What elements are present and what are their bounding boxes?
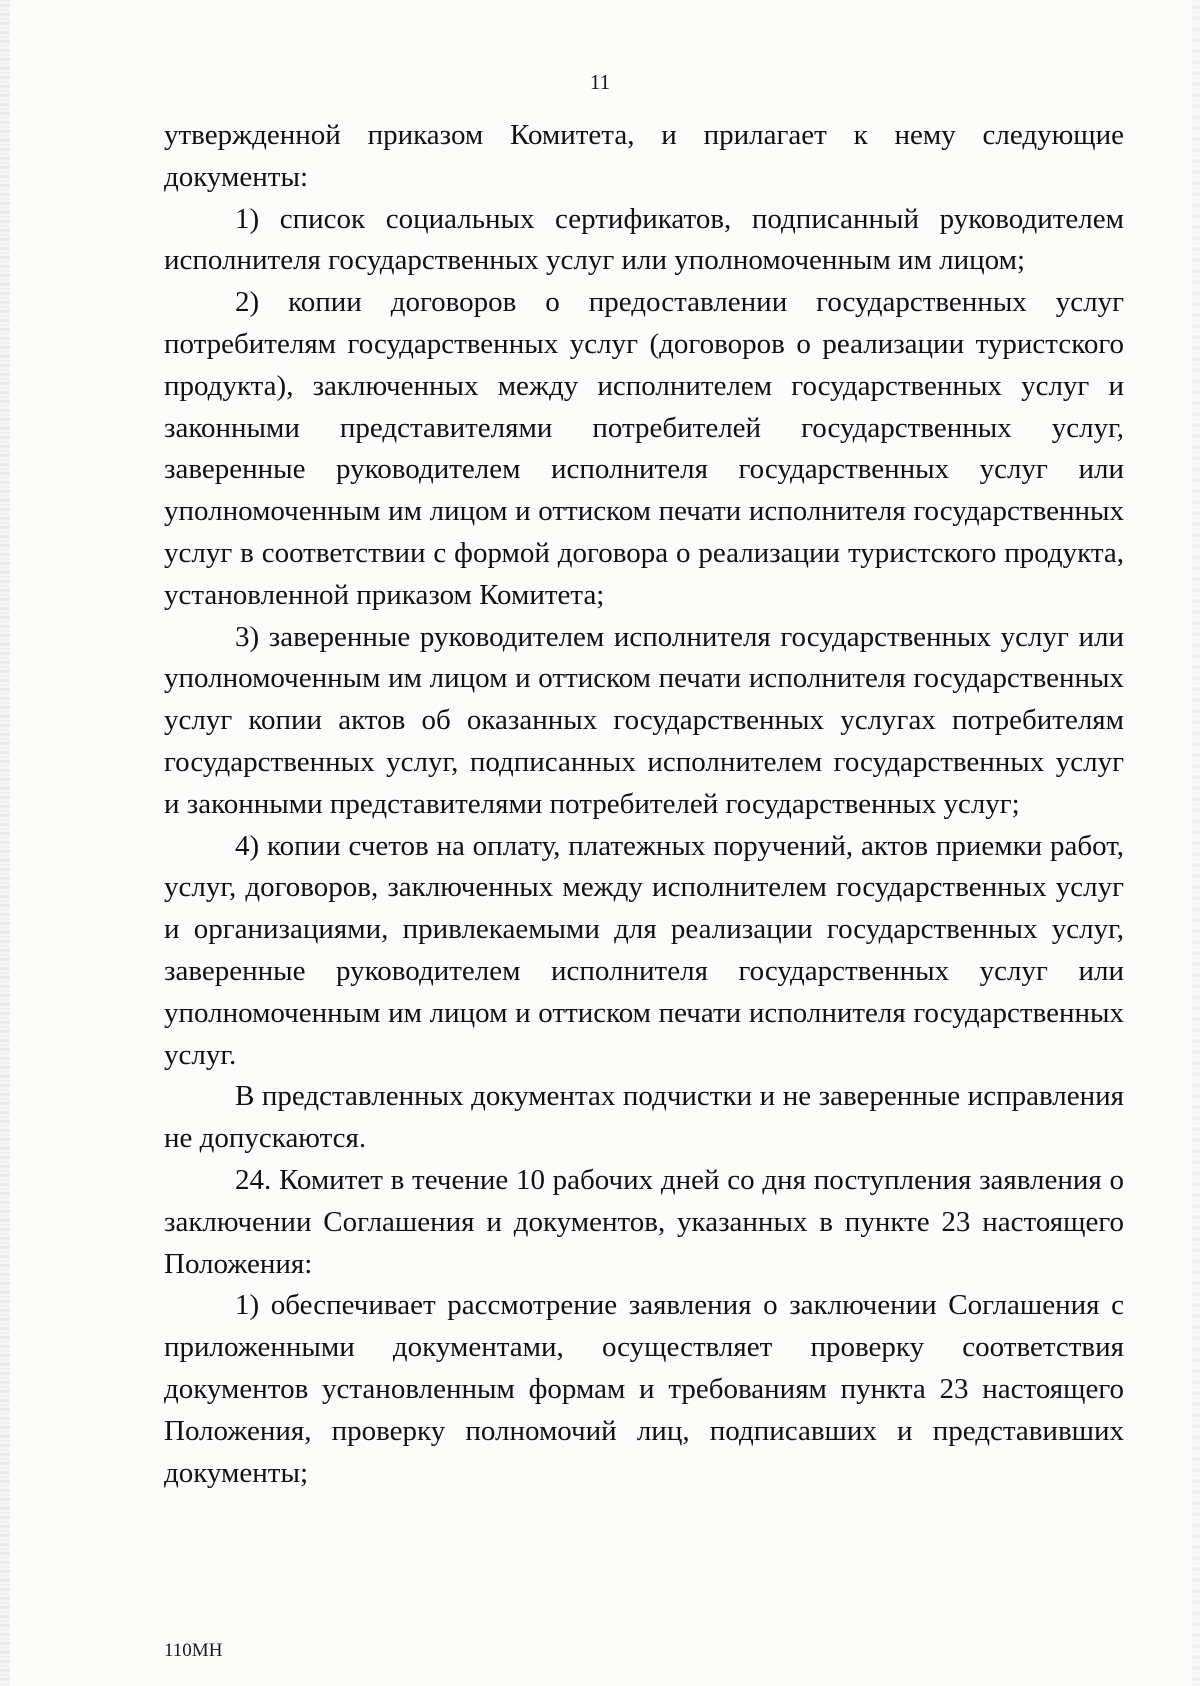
- paragraph: 2) копии договоров о предоставлении государственных услуг потребителям государственных услуг (договоров о реализации туристского продукта), заключенных между исполнителем государственных услуг и законными представителями потребителей государственных услуг, заверенные руководителем исполнителя государственных услуг или уполномоченным им лицом и оттиском печати исполнителя государственных услуг в соответствии с формой договора о реализации туристского продукта, установленной приказом Комитета;: [164, 286, 1124, 611]
- scan-edge-right: [1192, 0, 1200, 1686]
- paragraph: утвержденной приказом Комитета, и прилагает к нему следующие документы:: [164, 119, 1124, 193]
- paragraph: 4) копии счетов на оплату, платежных поручений, актов приемки работ, услуг, договоров, заключенных между исполнителем государственных услуг и организациями, привлекаемыми для реализации государственных услуг, заверенные руководителем исполнителя государственных услуг или уполномоченным им лицом и оттиском печати исполнителя государственных услуг.: [164, 829, 1124, 1071]
- footer-document-code: 110МН: [164, 1640, 223, 1661]
- paragraph: 24. Комитет в течение 10 рабочих дней со дня поступления заявления о заключении Соглашения и документов, указанных в пункте 23 настоящего Положения:: [164, 1163, 1124, 1280]
- paragraph: 1) обеспечивает рассмотрение заявления о заключении Соглашения с приложенными документами, осуществляет проверку соответствия документов установленным формам и требованиям пункта 23 настоящего Положения, проверку полномочий лиц, подписавших и представивших документы;: [164, 1289, 1124, 1489]
- page-number: 11: [589, 70, 611, 94]
- paragraph: 1) список социальных сертификатов, подписанный руководителем исполнителя государственных услуг или уполномоченным им лицом;: [164, 202, 1124, 277]
- document-body: [164, 115, 1124, 1494]
- scan-edge-left: [0, 0, 10, 1686]
- paragraph: 3) заверенные руководителем исполнителя государственных услуг или уполномоченным им лицом и оттиском печати исполнителя государственных услуг копии актов об оказанных государственных услугах потребителям государственных услуг, подписанных исполнителем государственных услуг и законными представителями потребителей государственных услуг;: [164, 620, 1124, 820]
- paragraph: В представленных документах подчистки и не заверенные исправления не допускаются.: [164, 1080, 1124, 1155]
